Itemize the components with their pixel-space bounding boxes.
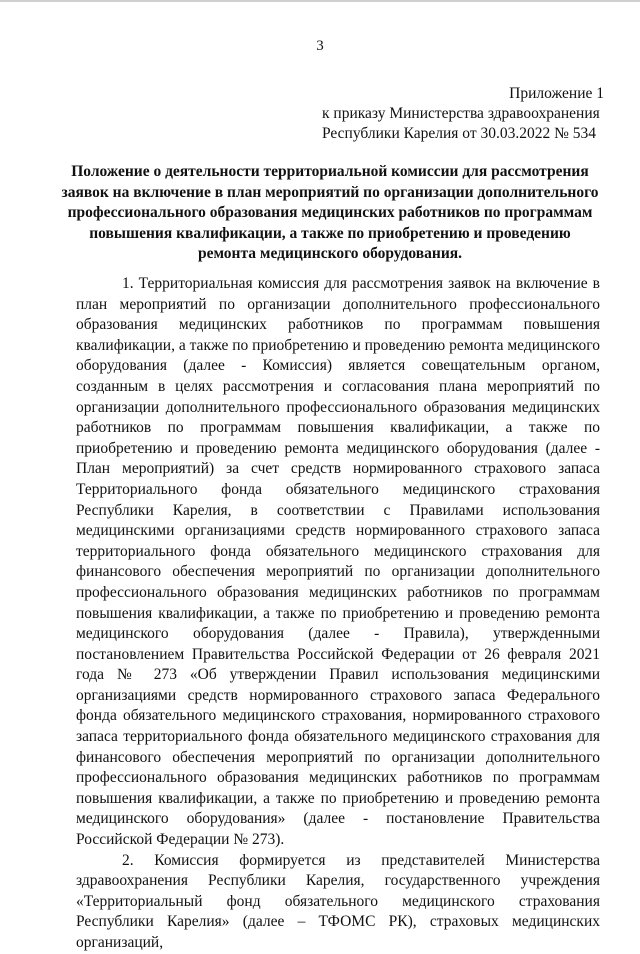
paragraph-1: 1. Территориальная комиссия для рассмотрения заявок на включение в план мероприятий по организации дополнительного профессионального образования медицинских работников по программам повышения квалификации, а также по приобретению и проведению ремонта медицинского оборудования (далее - Комиссия) является совещательным органом, созданным в целях рассмотрения и согласования плана мероприятий по организации дополнительного профессионального образования медицинских работников по программам повышения квалификации, а также по приобретению и проведению ремонта медицинского оборудования (далее - План мероприятий) за счет средств нормированного страхового запаса Территориального фонда обязательного медицинского страхования Республики Карелия, в соответствии с Правилами использования медицинскими организациями средств нормированного страхового запаса территориального фонда обязательного медицинского страхования для финансового обеспечения мероприятий по организации дополнительного профессионального образования медицинских работников по программам повышения квалификации, а также по приобретению и проведению ремонта медицинского оборудования (далее - Правила), утвержденными постановлением Правительства Российской Федерации от 26 февраля 2021 года № 273 «Об утверждении Правил использования медицинскими организациями средств нормированного страхового запаса Федерального фонда обязательного медицинского страхования, нормированного страхового запаса территориального фонда обязательного медицинского страхования для финансового обеспечения мероприятий по организации дополнительного профессионального образования медицинских работников по программам повышения квалификации, а также по приобретению и проведению ремонта медицинского оборудования» (далее - постановление Правительства Российской Федерации № 273). [76,275,600,849]
document-title: Положение о деятельности территориальной комиссии для рассмотрения заявок на включение в план мероприятий по организации дополнительного профессионального образования медицинских работников по программам повышения квалификации, а также по приобретению и проведению ремонта медицинского оборудования. [61,163,599,262]
top-border [0,0,640,2]
page-number: 3 [316,38,324,54]
appendix-line-3: Республики Карелия от 30.03.2022 № 534 [322,125,597,142]
appendix-header [322,84,604,144]
appendix-line-2: к приказу Министерства здравоохранения [322,105,600,122]
appendix-line-1: Приложение 1 [509,85,604,102]
document-body [76,274,600,954]
paragraph-2: 2. Комиссия формируется из представителей Министерства здравоохранения Республики Карелия, государственного учреждения «Территориальный фонд обязательного медицинского страхования Республики Карелия» (далее – ТФОМС РК), страховых медицинских организаций, [76,851,600,951]
